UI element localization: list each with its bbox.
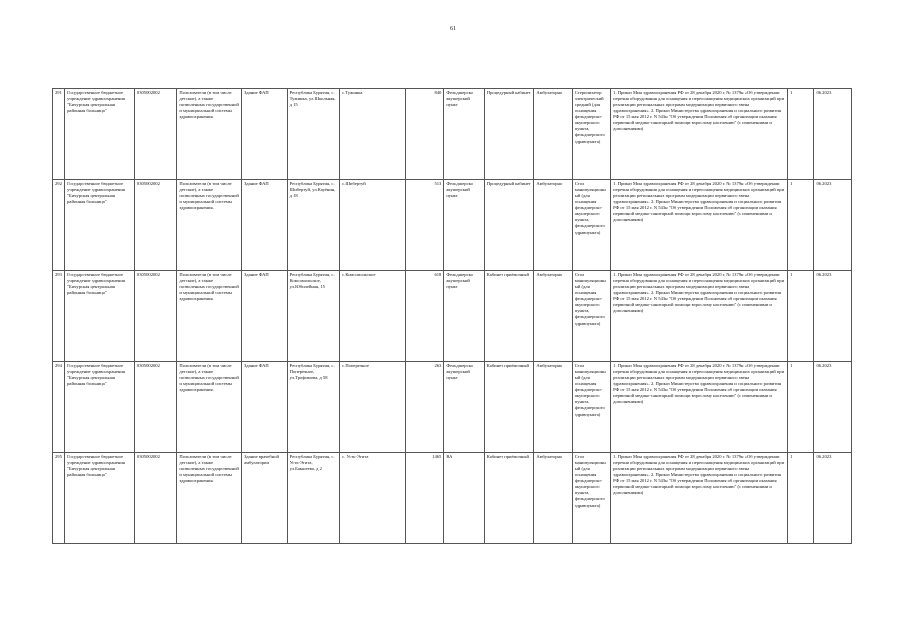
- unit-type-cell: Фельдшерско акушерский пункт: [444, 271, 484, 362]
- population-cell: 618: [405, 271, 443, 362]
- unit-type-cell: Фельдшерско акушерский пункт: [444, 89, 484, 180]
- legal-basis-cell: 1. Приказ Мин здравоохранения РФ от 28 декабря 2020 г. № 1379н «Об утверждении перечня оборудования для оснащения и переоснащения медицинских организаций при реализации региональных программ модернизации первичного звена здравоохранения». 2. Приказ Министерства здравоохранения и социального развития РФ от 15 мая 2012 г. N 543н "Об утверждении Положения об организации оказания первичной медико-санитарной помощи взрослому населению" (с изменениями и дополнениями): [611, 362, 788, 453]
- users-cell: Пользователи (в том числе детские), а также позволенных государственной и муниципальной системы здравоохранения.: [177, 453, 242, 544]
- building-cell: Здание врачебной амбулатории: [242, 453, 288, 544]
- room-cell: Кабинет приёмочный: [484, 362, 534, 453]
- locality-cell: с.Комсомольское: [340, 271, 406, 362]
- quantity-cell: 1: [788, 453, 814, 544]
- code-cell: 0305002002: [134, 453, 176, 544]
- date-cell: 06.2023: [814, 89, 852, 180]
- unit-type-cell: Фельдшерско акушерский пункт: [444, 180, 484, 271]
- table-body: [53, 89, 852, 544]
- row-number: 295: [53, 453, 65, 544]
- users-cell: Пользователи (в том числе детские), а также позволенных государственной и муниципальной системы здравоохранения.: [177, 180, 242, 271]
- building-cell: Здание ФАП: [242, 180, 288, 271]
- row-number: 294: [53, 362, 65, 453]
- table-row: [53, 89, 852, 180]
- legal-basis-cell: 1. Приказ Мин здравоохранения РФ от 28 декабря 2020 г. № 1379н «Об утверждении перечня оборудования для оснащения и переоснащения медицинских организаций при реализации региональных программ модернизации первичного звена здравоохранения». 2. Приказ Министерства здравоохранения и социального развития РФ от 15 мая 2012 г. N 543н "Об утверждении Положения об организации оказания первичной медико-санитарной помощи взрослому населению" (с изменениями и дополнениями): [611, 453, 788, 544]
- care-type-cell: Амбулаторно: [534, 362, 572, 453]
- care-type-cell: Амбулаторно: [534, 271, 572, 362]
- room-cell: Кабинет приёмочный: [484, 271, 534, 362]
- care-type-cell: Амбулаторно: [534, 453, 572, 544]
- organization-cell: Государственное бюджетное учреждение здравоохранения "Бичурская центральная районная больница": [65, 362, 135, 453]
- care-type-cell: Амбулаторно: [534, 89, 572, 180]
- quantity-cell: 1: [788, 180, 814, 271]
- building-cell: Здание ФАП: [242, 362, 288, 453]
- table-row: [53, 362, 852, 453]
- users-cell: Пользователи (в том числе детские), а также позволенных государственной и муниципальной системы здравоохранения.: [177, 271, 242, 362]
- address-cell: Республика Бурятия, с. Поперечное, ул.Трофимова, д 58: [287, 362, 340, 453]
- table-row: [53, 453, 852, 544]
- address-cell: Республика Бурятия, с. Комсомольское, ул.Юбилейная, 15: [287, 271, 340, 362]
- date-cell: 06.2023: [814, 453, 852, 544]
- address-cell: Республика Бурятия, с. Усть-Эгита, ул.Бакшеева, д 2: [287, 453, 340, 544]
- organization-cell: Государственное бюджетное учреждение здравоохранения "Бичурская центральная районная больница": [65, 89, 135, 180]
- organization-cell: Государственное бюджетное учреждение здравоохранения "Бичурская центральная районная больница": [65, 271, 135, 362]
- population-cell: 1465: [405, 453, 443, 544]
- table-row: [53, 271, 852, 362]
- row-number: 291: [53, 89, 65, 180]
- population-cell: 840: [405, 89, 443, 180]
- address-cell: Республика Бурятия, с. Тужинка, ул.Школьная, д 15: [287, 89, 340, 180]
- locality-cell: с.Шибертуй: [340, 180, 406, 271]
- row-number: 292: [53, 180, 65, 271]
- date-cell: 06.2023: [814, 362, 852, 453]
- code-cell: 0305002002: [134, 362, 176, 453]
- table-row: [53, 180, 852, 271]
- code-cell: 0305002002: [134, 89, 176, 180]
- unit-type-cell: Фельдшерско акушерский пункт: [444, 362, 484, 453]
- date-cell: 06.2023: [814, 180, 852, 271]
- room-cell: Процедурный кабинет: [484, 180, 534, 271]
- room-cell: Процедурный кабинет: [484, 89, 534, 180]
- date-cell: 06.2023: [814, 271, 852, 362]
- code-cell: 0305002002: [134, 271, 176, 362]
- users-cell: Пользователи (в том числе детские), а также позволенных государственной и муниципальной системы здравоохранения.: [177, 362, 242, 453]
- care-type-cell: Амбулаторно: [534, 180, 572, 271]
- locality-cell: с.Поперечное: [340, 362, 406, 453]
- page-number: 61: [450, 26, 456, 32]
- address-cell: Республика Бурятия, с. Шибертуй, ул.Кауёнин, д 18: [287, 180, 340, 271]
- organization-cell: Государственное бюджетное учреждение здравоохранения "Бичурская центральная районная больница": [65, 453, 135, 544]
- quantity-cell: 1: [788, 89, 814, 180]
- building-cell: Здание ФАП: [242, 89, 288, 180]
- legal-basis-cell: 1. Приказ Мин здравоохранения РФ от 28 декабря 2020 г. № 1379н «Об утверждении перечня оборудования для оснащения и переоснащения медицинских организаций при реализации региональных программ модернизации первичного звена здравоохранения». 2. Приказ Министерства здравоохранения и социального развития РФ от 15 мая 2012 г. N 543н "Об утверждении Положения об организации оказания первичной медико-санитарной помощи взрослому населению" (с изменениями и дополнениями): [611, 89, 788, 180]
- population-cell: 513: [405, 180, 443, 271]
- locality-cell: с.Тужинка: [340, 89, 406, 180]
- population-cell: 263: [405, 362, 443, 453]
- organization-cell: Государственное бюджетное учреждение здравоохранения "Бичурская центральная районная больница": [65, 180, 135, 271]
- building-cell: Здание ФАП: [242, 271, 288, 362]
- equipment-table: [52, 88, 852, 544]
- row-number: 293: [53, 271, 65, 362]
- quantity-cell: 1: [788, 271, 814, 362]
- equipment-cell: Стол манипуляционный (для оснащения фельдшерско-акушерского пункта, фельдшерского здравпункта): [572, 453, 610, 544]
- legal-basis-cell: 1. Приказ Мин здравоохранения РФ от 28 декабря 2020 г. № 1379н «Об утверждении перечня оборудования для оснащения и переоснащения медицинских организаций при реализации региональных программ модернизации первичного звена здравоохранения». 2. Приказ Министерства здравоохранения и социального развития РФ от 15 мая 2012 г. N 543н "Об утверждении Положения об организации оказания первичной медико-санитарной помощи взрослому населению" (с изменениями и дополнениями): [611, 180, 788, 271]
- quantity-cell: 1: [788, 362, 814, 453]
- equipment-cell: Стерилизатор электрический средний (для оснащения фельдшерско-акушерского пункта, фельдшерского здравпункта): [572, 89, 610, 180]
- equipment-cell: Стол манипуляционный (для оснащения фельдшерско-акушерского пункта, фельдшерского здравпункта): [572, 362, 610, 453]
- equipment-cell: Стол манипуляционный (для оснащения фельдшерско-акушерского пункта, фельдшерского здравпункта): [572, 271, 610, 362]
- equipment-cell: Стол манипуляционный (для оснащения фельдшерско-акушерского пункта, фельдшерского здравпункта): [572, 180, 610, 271]
- users-cell: Пользователи (в том числе детские), а также позволенных государственной и муниципальной системы здравоохранения.: [177, 89, 242, 180]
- locality-cell: с. Усть-Эгита: [340, 453, 406, 544]
- legal-basis-cell: 1. Приказ Мин здравоохранения РФ от 28 декабря 2020 г. № 1379н «Об утверждении перечня оборудования для оснащения и переоснащения медицинских организаций при реализации региональных программ модернизации первичного звена здравоохранения». 2. Приказ Министерства здравоохранения и социального развития РФ от 15 мая 2012 г. N 543н "Об утверждении Положения об организации оказания первичной медико-санитарной помощи взрослому населению" (с изменениями и дополнениями): [611, 271, 788, 362]
- unit-type-cell: ВА: [444, 453, 484, 544]
- code-cell: 0305002002: [134, 180, 176, 271]
- room-cell: Кабинет приёмочный: [484, 453, 534, 544]
